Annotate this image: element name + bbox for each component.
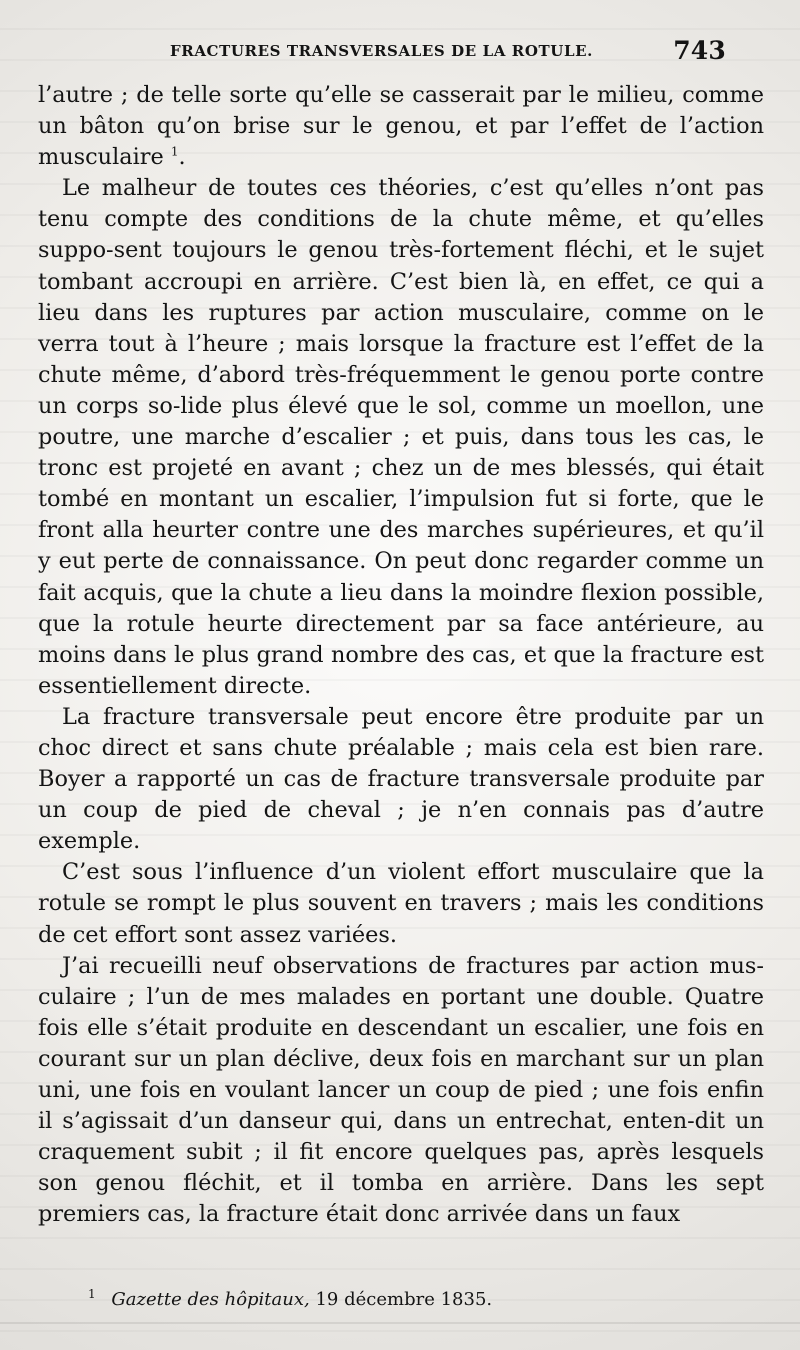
paragraph-1-period: . (178, 144, 186, 171)
footnote (88, 1283, 492, 1311)
paragraph-1-text: l’autre ; de telle sorte qu’elle se casserait par le milieu, comme un bâton qu’on brise sur le genou, et par l’effet de l’action musculaire (38, 82, 764, 171)
footnote-date: 19 décembre 1835. (315, 1289, 493, 1310)
page-header (38, 36, 726, 66)
footnote-source: Gazette des hôpitaux, (111, 1289, 310, 1310)
footnote-reference: 1 (170, 144, 179, 159)
paragraph-1 (38, 80, 764, 173)
paragraph-5: J’ai recueilli neuf observations de fractures par action mus-culaire ; l’un de mes malades en portant une double. Quatre fois elle s’était produite en descendant un escalier, une fois en courant sur un plan déclive, deux fois en marchant sur un plan uni, une fois en voulant lancer un coup de pied ; une fois enfin il s’agissait d’un danseur qui, dans un entrechat, enten-dit un craquement subit ; il fit encore quelques pas, après lesquels son genou fléchit, et il tomba en arrière. Dans les sept premiers cas, la fracture était donc arrivée dans un faux (38, 952, 764, 1228)
page-number: 743 (673, 36, 726, 65)
paragraph-2: Le malheur de toutes ces théories, c’est qu’elles n’ont pas tenu compte des conditions de la chute même, et qu’elles suppo-sent toujours le genou très-fortement fléchi, et le sujet tombant accroupi en arrière. C’est bien là, en effet, ce qui a lieu dans les ruptures par action musculaire, comme on le verra tout à l’heure ; mais lorsque la fracture est l’effet de la chute même, d’abord très-fréquemment le genou porte contre un corps so-lide plus élevé que le sol, comme un moellon, une poutre, une marche d’escalier ; et puis, dans tous les cas, le tronc est projeté en avant ; chez un de mes blessés, qui était tombé en montant un escalier, l’impulsion fut si forte, que le front alla heurter contre une des marches supérieures, et qu’il y eut perte de connaissance. On peut donc regarder comme un fait acquis, que la chute a lieu dans la moindre flexion possible, que la rotule heurte directement par sa face antérieure, au moins dans le plus grand nombre des cas, et que la fracture est essentiellement directe. (38, 175, 764, 699)
paragraph-3: La fracture transversale peut encore être produite par un choc direct et sans chute préalable ; mais cela est bien rare. Boyer a rapporté un cas de fracture transversale produite par un coup de pied de cheval ; je n’en connais pas d’autre exemple. (38, 703, 764, 855)
body-text (38, 80, 764, 1230)
paragraph-4: C’est sous l’influence d’un violent effort musculaire que la rotule se rompt le plus souvent en travers ; mais les conditions de cet effort sont assez variées. (38, 859, 764, 948)
running-head: FRACTURES TRANSVERSALES DE LA ROTULE. (170, 42, 593, 60)
page-bottom-shadow (0, 1322, 800, 1324)
footnote-mark: 1 (88, 1287, 96, 1301)
